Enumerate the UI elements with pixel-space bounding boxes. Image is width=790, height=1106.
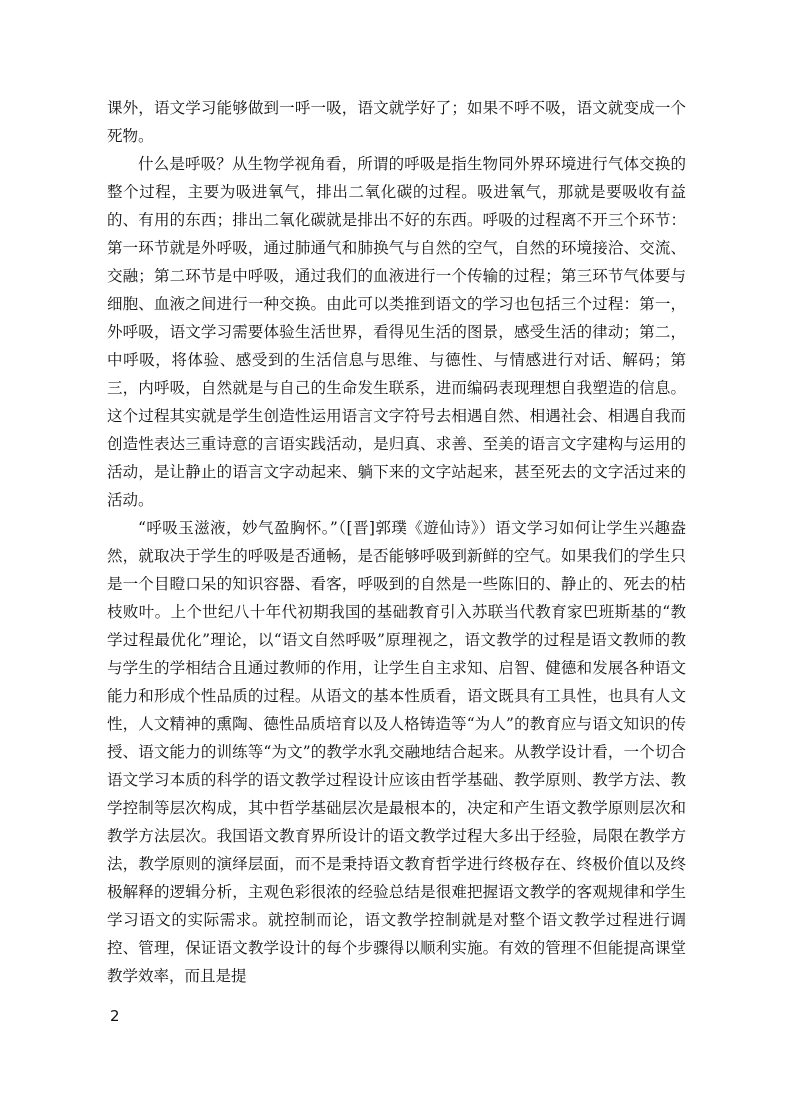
paragraph-teaching-process: “呼吸玉滋液，妙气盈胸怀。”（[晋]郭璞《遊仙诗》）语文学习如何让学生兴趣盎然，就取决于学生的呼吸是否通畅，是否能够呼吸到新鲜的空气。如果我们的学生只是一个目瞪口呆的知识容器、看客，呼吸到的自然是一些陈旧的、静止的、死去的枯枝败叶。上个世纪八十年代初期我国的基础教育引入苏联当代教育家巴班斯基的“教学过程最优化”理论，以“语文自然呼吸”原理视之，语文教学的过程是语文教师的教与学生的学相结合且通过教师的作用，让学生自主求知、启智、健德和发展各种语文能力和形成个性品质的过程。从语文的基本性质看，语文既具有工具性，也具有人文性，人文精神的熏陶、德性品质培育以及人格铸造等“为人”的教育应与语文知识的传授、语文能力的训练等“为文”的教学水乳交融地结合起来。从教学设计看，一个切合语文学习本质的科学的语文教学过程设计应该由哲学基础、教学原则、教学方法、教学控制等层次构成，其中哲学基础层次是最根本的，决定和产生语文教学原则层次和教学方法层次。我国语文教育界所设计的语文教学过程大多出于经验，局限在教学方法，教学原则的演绎层面，而不是秉持语文教育哲学进行终极存在、终极价值以及终极解释的逻辑分析，主观色彩很浓的经验总结是很难把握语文教学的客观规律和学生学习语文的实际需求。就控制而论，语文教学控制就是对整个语文教学过程进行调控、管理，保证语文教学设计的每个步骤得以顺利实施。有效的管理不但能提高课堂教学效率，而且是提 [107,519,686,985]
page-number: 2 [110,1007,120,1025]
paragraph-breathing-definition: 什么是呼吸？从生物学视角看，所谓的呼吸是指生物同外界环境进行气体交换的整个过程，主要为吸进氧气，排出二氧化碳的过程。吸进氧气，那就是要吸收有益的、有用的东西；排出二氧化碳就是排出不好的东西。呼吸的过程离不开三个环节：第一环节就是外呼吸，通过肺通气和肺换气与自然的空气，自然的环境接洽、交流、交融；第二环节是中呼吸，通过我们的血液进行一个传输的过程；第三环节气体要与细胞、血液之间进行一种交换。由此可以类推到语文的学习也包括三个过程：第一，外呼吸，语文学习需要体验生活世界，看得见生活的图景，感受生活的律动；第二，中呼吸，将体验、感受到的生活信息与思维、与德性、与情感进行对话、解码；第三，内呼吸，自然就是与自己的生命发生联系，进而编码表现理想自我塑造的信息。这个过程其实就是学生创造性运用语言文字符号去相遇自然、相遇社会、相遇自我而创造性表达三重诗意的言语实践活动，是归真、求善、至美的语言文字建构与运用的活动，是让静止的语言文字动起来、躺下来的文字站起来，甚至死去的文字活过来的活动。 [107,155,686,509]
paragraph-continuation: 课外，语文学习能够做到一呼一吸，语文就学好了；如果不呼不吸，语文就变成一个死物。 [107,99,686,145]
body-text [107,94,686,990]
